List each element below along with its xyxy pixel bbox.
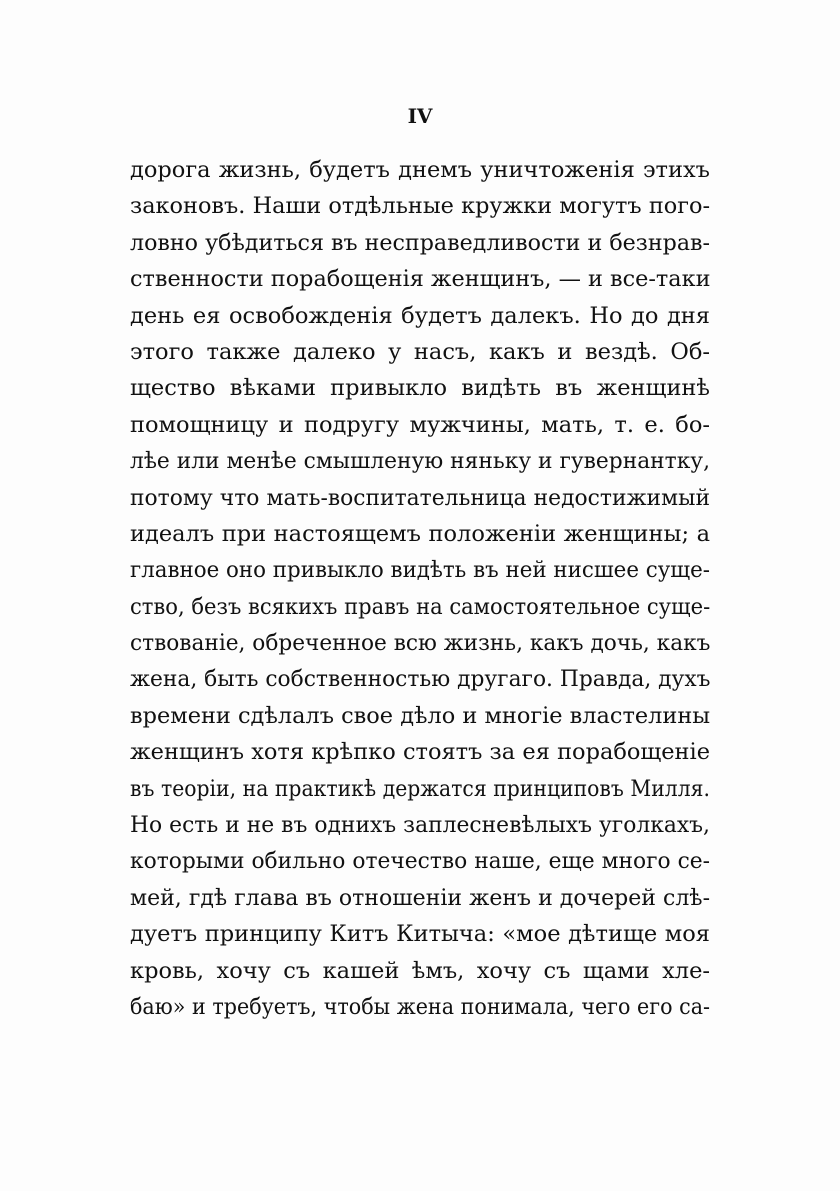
text-line: ствованіе, обреченное всю жизнь, какъ дочь, какъ	[130, 630, 711, 657]
text-line: потому что мать-воспитательница недостижимый	[130, 484, 711, 511]
body-text	[130, 152, 710, 1025]
text-line: мей, гдѣ глава въ отношеніи женъ и дочерей слѣ-	[130, 884, 711, 911]
text-line: кровь, хочу съ кашей ѣмъ, хочу съ щами хле-	[130, 957, 710, 984]
text-line: которыми обильно отечество наше, еще много се-	[130, 848, 711, 875]
text-line: времени сдѣлалъ свое дѣло и многіе властелины	[130, 702, 711, 729]
text-line: дуетъ принципу Китъ Китыча: «мое дѣтище моя	[130, 921, 710, 948]
text-line: ственности порабощенія женщинъ, — и все-таки	[130, 266, 711, 293]
text-line: дорога жизнь, будетъ днемъ уничтоженія этихъ	[130, 157, 710, 183]
text-line: идеалъ при настоящемъ положеніи женщины; а	[130, 520, 710, 547]
text-line: лѣе или менѣе смышленую няньку и гувернантку,	[130, 448, 711, 475]
text-line: ловно убѣдиться въ несправедливости и безнрав-	[130, 229, 710, 256]
text-line: въ теоріи, на практикѣ держатся принциповъ Милля.	[130, 775, 710, 802]
text-line: этого также далеко у насъ, какъ и вездѣ. Об-	[130, 338, 710, 365]
text-line: щество вѣками привыкло видѣть въ женщинѣ	[130, 375, 710, 402]
text-line: главное оно привыкло видѣть въ ней нисшее суще-	[130, 557, 711, 584]
page-number: IV	[407, 104, 433, 128]
text-line: законовъ. Наши отдѣльные кружки могутъ пого-	[130, 193, 711, 220]
text-line: баю» и требуетъ, чтобы жена понимала, чего его са-	[130, 993, 710, 1020]
text-line: женщинъ хотя крѣпко стоятъ за ея порабощеніе	[130, 739, 711, 766]
text-line: Но есть и не въ однихъ заплесневѣлыхъ уголкахъ,	[130, 812, 711, 839]
text-line: жена, быть собственностью другаго. Правда, духъ	[130, 666, 711, 693]
text-line: день ея освобожденія будетъ далекъ. Но до дня	[130, 302, 710, 329]
text-line: ство, безъ всякихъ правъ на самостоятельное суще-	[130, 593, 711, 620]
text-line: помощницу и подругу мужчины, мать, т. е. бо-	[130, 411, 710, 438]
